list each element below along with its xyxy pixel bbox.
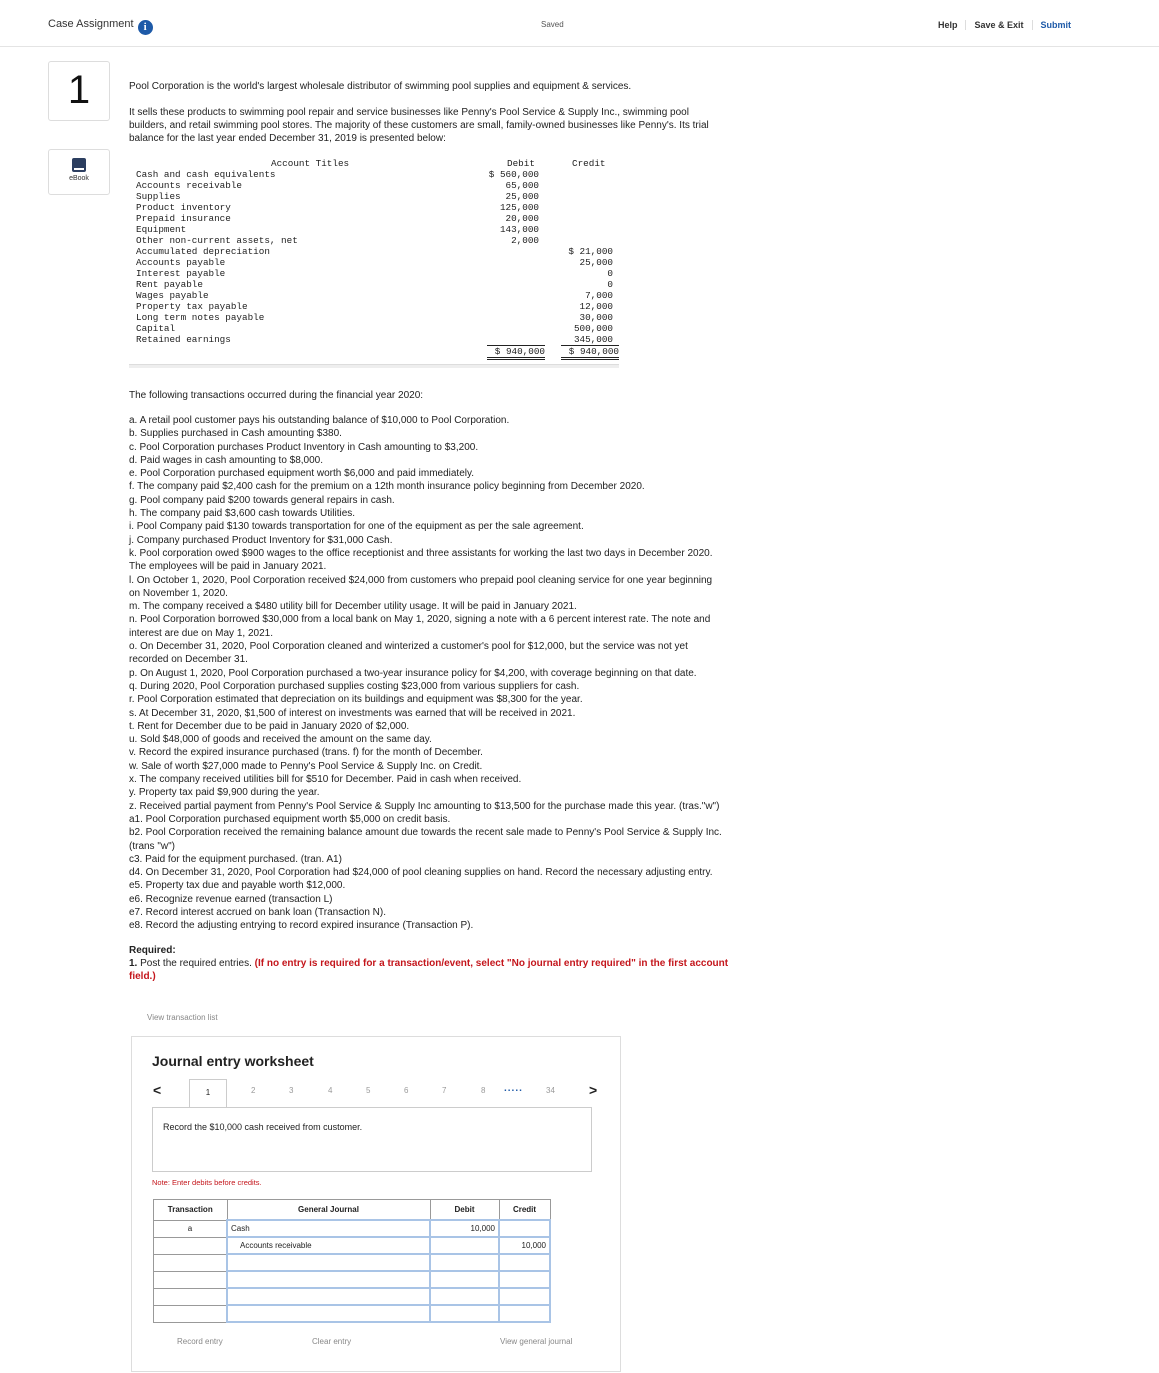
transaction-item: k. Pool corporation owed $900 wages to the office receptionist and three assistants for working the last two days in December 2020. <box>129 547 713 559</box>
debit-input[interactable] <box>430 1271 499 1288</box>
transaction-item: g. Pool company paid $200 towards general repairs in cash. <box>129 494 395 506</box>
transaction-item: f. The company paid $2,400 cash for the premium on a 12th month insurance policy beginning from December 2020. <box>129 481 645 493</box>
required-instruction-cont: field.) <box>129 971 156 982</box>
journal-row <box>154 1271 551 1288</box>
assignment-title-text: Case Assignment <box>48 18 134 30</box>
transaction-item: j. Company purchased Product Inventory for $31,000 Cash. <box>129 534 393 546</box>
journal-row <box>154 1305 551 1322</box>
transaction-item: l. On October 1, 2020, Pool Corporation received $24,000 from customers who prepaid pool cleaning service for one year beginning <box>129 574 713 586</box>
transaction-item: recorded on December 31. <box>129 654 248 666</box>
account-select[interactable] <box>227 1271 430 1288</box>
account-select[interactable]: Cash <box>227 1220 430 1237</box>
row-transaction <box>154 1288 228 1305</box>
transaction-item: a. A retail pool customer pays his outstanding balance of $10,000 to Pool Corporation. <box>129 415 510 426</box>
credit-input[interactable] <box>499 1271 550 1288</box>
page-tab-1[interactable]: 1 <box>189 1079 227 1108</box>
intro-line: It sells these products to swimming pool repair and service businesses like Penny's Pool Service & Supply Inc., swimming pool <box>129 107 689 118</box>
row-transaction <box>154 1271 228 1288</box>
transaction-item: v. Record the expired insurance purchased (trans. f) for the month of December. <box>129 747 483 759</box>
trial-balance-credits: $ 21,000 25,000 0 0 7,000 12,000 30,000 500,000 345,000 <box>568 246 613 345</box>
transaction-item: on November 1, 2020. <box>129 587 228 599</box>
transaction-item: b2. Pool Corporation received the remaining balance amount due towards the recent sale made to Penny's Pool Service & Supply Inc. <box>129 827 722 839</box>
transaction-item: e. Pool Corporation purchased equipment worth $6,000 and paid immediately. <box>129 468 475 480</box>
trial-balance-accounts: Cash and cash equivalents Accounts receivable Supplies Product inventory Prepaid insurance Equipment Other non-current assets, net Accumulated depreciation Accounts payable Interest payable Rent payable Wages payable Property tax payable Long term notes payable Capital Retained earnings <box>136 169 298 345</box>
next-page-button[interactable]: > <box>589 1082 598 1098</box>
col-general-journal: General Journal <box>227 1200 430 1221</box>
debit-input[interactable] <box>430 1305 499 1322</box>
row-transaction <box>154 1305 228 1322</box>
page-tab-34[interactable]: 34 <box>546 1086 555 1095</box>
account-select[interactable] <box>227 1288 430 1305</box>
transaction-item: q. During 2020, Pool Corporation purchased supplies costing $23,000 from various suppliers for cash. <box>129 680 580 692</box>
worksheet-title: Journal entry worksheet <box>152 1053 314 1069</box>
credit-input[interactable] <box>499 1288 550 1305</box>
transaction-item: r. Pool Corporation estimated that depreciation on its buildings and equipment was $8,300 for the year. <box>129 694 583 706</box>
journal-entry-worksheet <box>131 1036 621 1372</box>
book-icon <box>72 158 86 172</box>
debit-input[interactable] <box>430 1237 499 1254</box>
account-select[interactable] <box>227 1305 430 1322</box>
journal-row <box>154 1288 551 1305</box>
transaction-item: d. Paid wages in cash amounting to $8,000. <box>129 454 324 466</box>
debit-input[interactable] <box>430 1288 499 1305</box>
transaction-list <box>129 414 824 933</box>
trial-balance <box>129 158 619 369</box>
journal-table <box>153 1199 551 1323</box>
transaction-item: x. The company received utilities bill for $510 for December. Paid in cash when received. <box>129 774 522 786</box>
transaction-item: The employees will be paid in January 2021. <box>129 561 327 573</box>
ebook-button[interactable] <box>48 149 110 195</box>
scrollbar[interactable] <box>129 364 619 368</box>
col-transaction: Transaction <box>154 1200 228 1221</box>
journal-row <box>154 1220 551 1237</box>
transaction-item: interest are due on May 1, 2021. <box>129 627 273 639</box>
intro-line: balance for the last year ended December 31, 2019 is presented below: <box>129 133 446 144</box>
pager-ellipsis: ..... <box>504 1083 523 1094</box>
required-item-text: Post the required entries. <box>140 958 252 969</box>
col-credit: Credit <box>499 1200 550 1221</box>
trial-balance-header-credit: Credit <box>572 158 606 169</box>
transaction-item: h. The company paid $3,600 cash towards Utilities. <box>129 508 356 520</box>
transaction-item: a1. Pool Corporation purchased equipment worth $5,000 on credit basis. <box>129 813 451 825</box>
journal-row <box>154 1237 551 1254</box>
transaction-item: b. Supplies purchased in Cash amounting $380. <box>129 428 342 440</box>
save-exit-link[interactable]: Save & Exit <box>965 20 1031 30</box>
required-title: Required: <box>129 945 176 956</box>
transaction-item: e8. Record the adjusting entrying to record expired insurance (Transaction P). <box>129 920 474 932</box>
transaction-description: Record the $10,000 cash received from customer. <box>163 1122 363 1132</box>
view-general-journal-button[interactable]: View general journal <box>500 1337 573 1346</box>
transaction-item: o. On December 31, 2020, Pool Corporation cleaned and winterized a customer's pool for $12,000, but the service was not yet <box>129 641 688 653</box>
required-instruction: (If no entry is required for a transaction/event, select "No journal entry required" in the first account <box>254 958 729 969</box>
intro-line: builders, and retail swimming pool stores. The majority of these customers are small, family-owned businesses like Penny's. Its trial <box>129 120 709 131</box>
row-transaction: a <box>154 1220 228 1237</box>
intro-paragraph-1: Pool Corporation is the world's largest wholesale distributor of swimming pool supplies and equipment & services. <box>129 81 632 92</box>
help-link[interactable]: Help <box>937 20 958 30</box>
transaction-item: (trans "w") <box>129 840 175 852</box>
transaction-item: e6. Recognize revenue earned (transaction L) <box>129 893 333 905</box>
account-select[interactable] <box>227 1254 430 1271</box>
transaction-item: p. On August 1, 2020, Pool Corporation purchased a two-year insurance policy for $4,200, with coverage beginning on that date. <box>129 667 697 679</box>
col-debit: Debit <box>430 1200 499 1221</box>
ebook-label: eBook <box>69 175 89 182</box>
trial-balance-total-credit: $ 940,000 <box>561 345 619 360</box>
row-transaction <box>154 1237 228 1254</box>
worksheet-note: Note: Enter debits before credits. <box>152 1178 262 1187</box>
view-transaction-list-button[interactable]: View transaction list <box>147 1013 218 1022</box>
transaction-item: z. Received partial payment from Penny's Pool Service & Supply Inc amounting to $13,500 for the purchase made this year. (tras."w") <box>129 800 720 812</box>
credit-input[interactable]: 10,000 <box>499 1237 550 1254</box>
clear-entry-button[interactable]: Clear entry <box>312 1337 352 1346</box>
credit-input[interactable] <box>499 1305 550 1322</box>
transaction-item: s. At December 31, 2020, $1,500 of interest on investments was earned that will be received in 2021. <box>129 707 576 719</box>
trial-balance-debits: $ 560,000 65,000 25,000 125,000 20,000 143,000 2,000 <box>488 169 539 246</box>
transactions-intro: The following transactions occurred during the financial year 2020: <box>129 390 424 401</box>
transaction-item: y. Property tax paid $9,900 during the year. <box>129 787 320 799</box>
account-select[interactable]: Accounts receivable <box>227 1237 430 1254</box>
worksheet-pager <box>152 1079 602 1107</box>
record-entry-button[interactable]: Record entry <box>177 1337 223 1346</box>
top-bar <box>0 0 1159 47</box>
page-tab-4[interactable]: 4 <box>328 1086 333 1095</box>
journal-row <box>154 1254 551 1271</box>
page-tab-6[interactable]: 6 <box>404 1086 409 1095</box>
page-tab-7[interactable]: 7 <box>442 1086 447 1095</box>
submit-link[interactable]: Submit <box>1032 20 1080 30</box>
info-icon[interactable]: i <box>138 20 153 35</box>
transaction-item: d4. On December 31, 2020, Pool Corporation had $24,000 of pool cleaning supplies on hand. Record the necessary adjusting entry. <box>129 867 713 879</box>
transaction-item: c. Pool Corporation purchases Product Inventory in Cash amounting to $3,200. <box>129 441 479 453</box>
credit-input[interactable] <box>499 1254 550 1271</box>
transaction-item: n. Pool Corporation borrowed $30,000 from a local bank on May 1, 2020, signing a note with a 6 percent interest rate. The note and <box>129 614 711 626</box>
prev-page-button[interactable]: < <box>153 1082 162 1098</box>
credit-input[interactable] <box>499 1220 550 1237</box>
debit-input[interactable]: 10,000 <box>430 1220 499 1237</box>
intro-paragraph-2 <box>129 106 709 145</box>
saved-status: Saved <box>541 20 564 29</box>
transaction-item: u. Sold $48,000 of goods and received the amount on the same day. <box>129 734 432 746</box>
row-transaction <box>154 1254 228 1271</box>
transaction-item: t. Rent for December due to be paid in January 2020 of $2,000. <box>129 720 410 732</box>
trial-balance-header-account: Account Titles <box>271 158 350 169</box>
required-item-number: 1. <box>129 958 138 969</box>
page-tab-2[interactable]: 2 <box>251 1086 256 1095</box>
transaction-item: m. The company received a $480 utility bill for December utility usage. It will be paid in January 2021. <box>129 601 577 613</box>
transaction-item: i. Pool Company paid $130 towards transportation for one of the equipment as per the sale agreement. <box>129 521 584 533</box>
transaction-item: w. Sale of worth $27,000 made to Penny's Pool Service & Supply Inc. on Credit. <box>129 760 483 772</box>
transaction-item: e7. Record interest accrued on bank loan (Transaction N). <box>129 906 386 918</box>
page-tab-3[interactable]: 3 <box>289 1086 294 1095</box>
assignment-title <box>48 18 153 35</box>
header-actions <box>930 20 1079 30</box>
transaction-description-box <box>152 1107 592 1172</box>
required-section <box>129 944 819 983</box>
transaction-item: c3. Paid for the equipment purchased. (tran. A1) <box>129 853 342 865</box>
question-number[interactable]: 1 <box>48 61 110 121</box>
trial-balance-header-debit: Debit <box>507 158 535 169</box>
debit-input[interactable] <box>430 1254 499 1271</box>
page-tab-8[interactable]: 8 <box>481 1086 486 1095</box>
page-tab-5[interactable]: 5 <box>366 1086 371 1095</box>
trial-balance-total-debit: $ 940,000 <box>487 345 545 360</box>
transaction-item: e5. Property tax due and payable worth $12,000. <box>129 880 346 892</box>
